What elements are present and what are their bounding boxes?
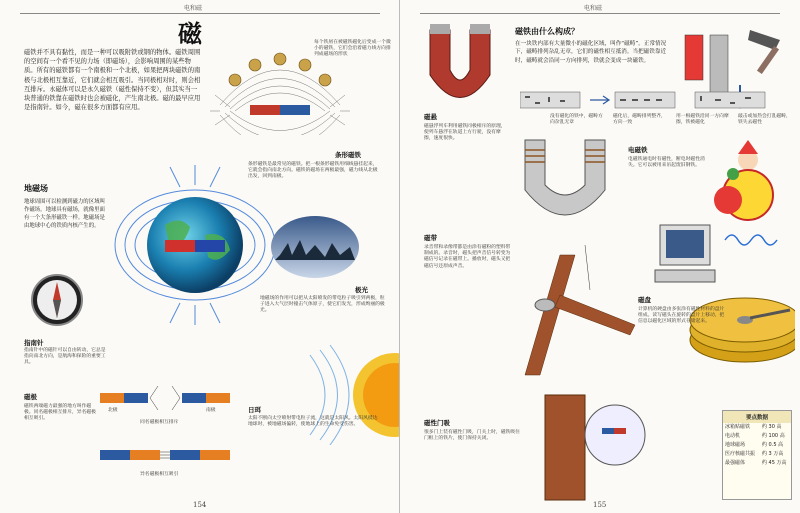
door-catch-text: 很多门上装有磁性门吸，门关上时，磁铁吸住门框上的铁片，使门保持关闭。 bbox=[424, 430, 520, 442]
glossary-value: 约 100 高 bbox=[761, 433, 785, 439]
header-rule bbox=[420, 13, 780, 14]
aurora-photo bbox=[270, 215, 360, 280]
poles-text: 磁铁两端磁力最强的地方叫作磁极。同名磁极相互排斥，异名磁极相互吸引。 bbox=[24, 404, 96, 422]
electromagnet-text: 电磁铁通电时有磁性，断电时磁性消失。它可以被用来吊起废旧钢铁。 bbox=[628, 157, 705, 169]
glossary-term: 冰箱贴磁铁 bbox=[725, 424, 751, 430]
glossary-value: 约 0.5 高 bbox=[761, 442, 784, 448]
sun-wind-text: 太阳不断向太空喷射带电粒子流，这就是太阳风。太阳风抵达地球时，被地磁场偏转，使地球上的生命免受伤害。 bbox=[248, 416, 378, 428]
glossary-value: 约 45 万高 bbox=[761, 460, 787, 466]
page-title: 磁 bbox=[178, 19, 202, 48]
computer-disk-illustration bbox=[650, 220, 795, 390]
sun-illustration bbox=[300, 335, 400, 445]
earth-field-text: 地球周围可以检测到磁力的区域叫作磁场。地球具有磁场，就像里面有一个大条形磁铁一样。地磁场是由地球中心的铁质内核产生的。 bbox=[24, 199, 105, 229]
maglev-text: 磁悬浮列车利用磁铁同极相斥的原理，使列车悬浮在轨道上方行驶，没有摩擦，速度很快。 bbox=[424, 124, 506, 142]
section-title: 磁铁由什么构成？ bbox=[515, 27, 579, 36]
aurora-title: 极光 bbox=[355, 286, 368, 294]
compass-illustration bbox=[30, 270, 85, 330]
disk-text: 计算机的硬盘由多张涂有磁性材料的盘片组成。读写磁头在旋转的盘片上移动，把信息以磁化区域的形式存储起来。 bbox=[638, 307, 725, 325]
glossary-row bbox=[723, 441, 791, 450]
electromagnet-illustration bbox=[510, 130, 620, 225]
door-illustration bbox=[540, 390, 670, 505]
repel-label-north: 北极 bbox=[108, 408, 118, 413]
page-header: 电和磁 bbox=[584, 5, 603, 12]
page-number: 154 bbox=[193, 501, 207, 509]
domain-caption-4: 敲击或加热会打乱磁畴，铁失去磁性 bbox=[738, 114, 791, 126]
glossary-box bbox=[722, 410, 792, 500]
glossary-term: 地球磁场 bbox=[725, 442, 746, 448]
domain-caption-2: 磁化后，磁畴排列整齐，方向一致 bbox=[613, 114, 666, 126]
glossary-row bbox=[723, 432, 791, 441]
clown-toy-illustration bbox=[708, 140, 783, 230]
glossary-value: 约 3 万高 bbox=[761, 451, 784, 457]
attract-diagram bbox=[100, 440, 230, 470]
bar-magnet-title: 条形磁铁 bbox=[335, 151, 361, 159]
glossary-term: 医疗核磁共振 bbox=[725, 451, 756, 457]
magnetic-tape-illustration bbox=[515, 235, 645, 385]
glossary-row bbox=[723, 450, 791, 459]
glossary-term: 电动机 bbox=[725, 433, 741, 439]
right-page bbox=[400, 0, 800, 513]
sun-wind-title: 日珥 bbox=[248, 406, 261, 414]
disk-title: 磁盘 bbox=[638, 296, 651, 304]
poles-title: 磁极 bbox=[24, 393, 37, 401]
glossary-table bbox=[723, 423, 791, 468]
earth-magnetic-field-illustration bbox=[110, 165, 280, 325]
earth-field-title: 地磁场 bbox=[24, 184, 48, 193]
intro-text: 磁铁并不具有黏性，而是一种可以吸附铁或钢的物体。磁铁周围的空间有一个看不见的力场（即磁场），会影响周围的某些物质。所有的磁铁都有一个南极和一个北极，如果把两块磁铁的南极与北极相互靠近，它们就会相互吸引。当同极相对时，则会相互排斥。永磁体可以是永久磁铁（磁性保持不变），但其实当一块普通的铁靠在磁铁时也会被磁化，产生南北极。磁的最早应用是指南针。如今，磁在很多方面都有应用。 bbox=[24, 49, 201, 112]
glossary-value: 约 30 高 bbox=[761, 424, 782, 430]
domain-caption-3: 用一根磁铁沿同一方向摩擦，铁被磁化 bbox=[676, 114, 729, 126]
domain-caption-1: 没有磁化的铁中，磁畴方向杂乱无章 bbox=[550, 114, 603, 126]
compass-text: 指南针中的磁针可以自由转动，它总是指向南北方向，是航海和探险的重要工具。 bbox=[24, 348, 106, 366]
filings-caption: 每个铁屑在被磁铁磁化后变成一个微小的磁铁，它们会沿着磁力线方向排列成磁场的形状 bbox=[314, 40, 391, 58]
compass-title: 指南针 bbox=[24, 339, 44, 347]
intro-text: 在一块铁内部有大量微小的磁化区域，叫作“磁畴”。正常情况下，磁畴排列杂乱无章，它们的磁性相互抵消。当把磁铁靠近时，磁畴就会沿同一方向排列，铁就会变成一块磁铁。 bbox=[515, 41, 667, 64]
magnetic-tape-title: 磁带 bbox=[424, 234, 437, 242]
magnetic-tape-text: 录音带和录像带都是由涂有磁粉的塑料带制成的。录音时，磁头把声音信号转变为磁信号记录在磁带上。播放时，磁头又把磁信号还原成声音。 bbox=[424, 245, 511, 269]
glossary-title: 要点数据 bbox=[723, 411, 791, 423]
maglev-title: 磁悬 bbox=[424, 113, 437, 121]
aurora-text: 地磁场的作用可以把从太阳喷发的带电粒子吸引到两极，粒子进入大气层时撞击气体原子，使它们发光，形成绚丽的极光。 bbox=[260, 296, 385, 314]
glossary-term: 最强磁体 bbox=[725, 460, 746, 466]
repel-label-south: 南极 bbox=[206, 408, 216, 413]
domain-strips bbox=[520, 90, 790, 112]
glossary-row bbox=[723, 423, 791, 432]
page-number: 155 bbox=[593, 501, 607, 509]
electromagnet-title: 电磁铁 bbox=[628, 146, 648, 154]
door-catch-title: 磁性门吸 bbox=[424, 419, 450, 427]
page-header: 电和磁 bbox=[184, 5, 203, 12]
glossary-row bbox=[723, 459, 791, 468]
attract-caption: 异名磁极相互吸引 bbox=[140, 472, 179, 477]
horseshoe-magnet-illustration bbox=[420, 20, 500, 110]
bar-magnet-text: 条形磁铁是最常见的磁铁。把一根条形磁铁用细线悬挂起来，它就会指向南北方向。磁铁的磁场在两极最强，磁力线从北极出发，回到南极。 bbox=[248, 162, 378, 180]
repel-caption: 同名磁极相互排斥 bbox=[140, 420, 179, 425]
